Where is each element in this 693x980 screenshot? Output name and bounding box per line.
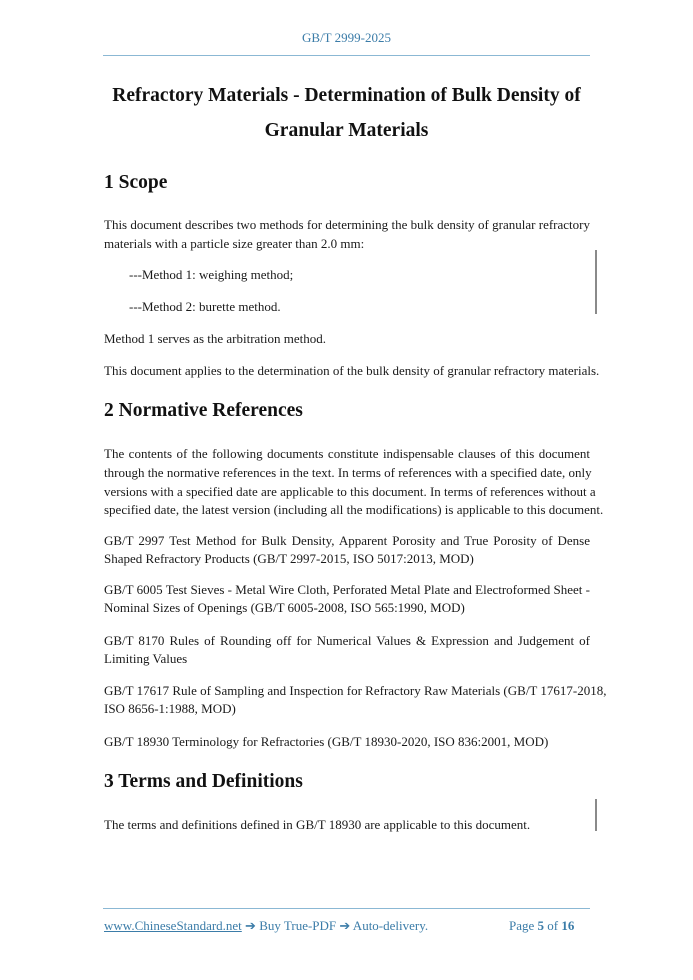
reference-gbt-2997-line-1: GB/T 2997 Test Method for Bulk Density, Apparent Porosity and True Porosity of Dense: [104, 533, 590, 548]
normative-intro-line-3: versions with a specified date are applicable to this document. In terms of references without a: [104, 484, 596, 499]
scope-paragraph-line-1: This document describes two methods for determining the bulk density of granular refractory: [104, 217, 590, 232]
reference-gbt-6005-line-1: GB/T 6005 Test Sieves - Metal Wire Cloth, Perforated Metal Plate and Electroformed Sheet -: [104, 582, 590, 597]
reference-gbt-8170-line-1: GB/T 8170 Rules of Rounding off for Numerical Values & Expression and Judgement of: [104, 633, 590, 648]
normative-intro-line-4: specified date, the latest version (including all the modifications) is applicable to this document.: [104, 502, 604, 517]
promo-text: ➔ Buy True-PDF ➔ Auto-delivery.: [241, 918, 429, 933]
doc-title-line-2: Granular Materials: [264, 120, 429, 141]
page-of-label: of: [544, 918, 562, 933]
page-label: Page: [509, 918, 538, 933]
reference-gbt-17617-line-1: GB/T 17617 Rule of Sampling and Inspection for Refractory Raw Materials (GB/T 17617-2018,: [104, 683, 607, 698]
page-number: [509, 918, 574, 934]
reference-gbt-18930: GB/T 18930 Terminology for Refractories (GB/T 18930-2020, ISO 836:2001, MOD): [104, 734, 549, 749]
section-heading-scope: 1 Scope: [104, 172, 168, 193]
page-header: GB/T 2999-2025: [302, 30, 391, 45]
section-heading-terms-and-definitions: 3 Terms and Definitions: [104, 771, 303, 792]
normative-intro-line-2: through the normative references in the text. In terms of references with a specified date, only: [104, 465, 592, 480]
page-current: 5: [537, 918, 545, 933]
scope-method-2: ---Method 2: burette method.: [129, 299, 281, 314]
footer-promo: [104, 918, 428, 934]
change-bar: [595, 799, 597, 831]
normative-intro-line-1: The contents of the following documents constitute indispensable clauses of this document: [104, 446, 590, 461]
terms-paragraph: The terms and definitions defined in GB/T 18930 are applicable to this document.: [104, 817, 531, 832]
scope-applicability: This document applies to the determination of the bulk density of granular refractory materials.: [104, 363, 600, 378]
page-total: 16: [561, 918, 575, 933]
footer-rule: [103, 908, 590, 909]
reference-gbt-8170-line-2: Limiting Values: [104, 651, 188, 666]
scope-method-1: ---Method 1: weighing method;: [129, 267, 294, 282]
doc-title-line-1: Refractory Materials - Determination of Bulk Density of: [112, 85, 581, 106]
reference-gbt-2997-line-2: Shaped Refractory Products (GB/T 2997-2015, ISO 5017:2013, MOD): [104, 551, 474, 566]
reference-gbt-6005-line-2: Nominal Sizes of Openings (GB/T 6005-2008, ISO 565:1990, MOD): [104, 600, 465, 615]
change-bar: [595, 250, 597, 314]
section-heading-normative-references: 2 Normative References: [104, 400, 303, 421]
scope-arbitration: Method 1 serves as the arbitration method.: [104, 331, 327, 346]
site-link[interactable]: www.ChineseStandard.net: [104, 918, 242, 933]
header-rule: [103, 55, 590, 56]
scope-paragraph-line-2: materials with a particle size greater than 2.0 mm:: [104, 236, 365, 251]
reference-gbt-17617-line-2: ISO 8656-1:1988, MOD): [104, 701, 236, 716]
